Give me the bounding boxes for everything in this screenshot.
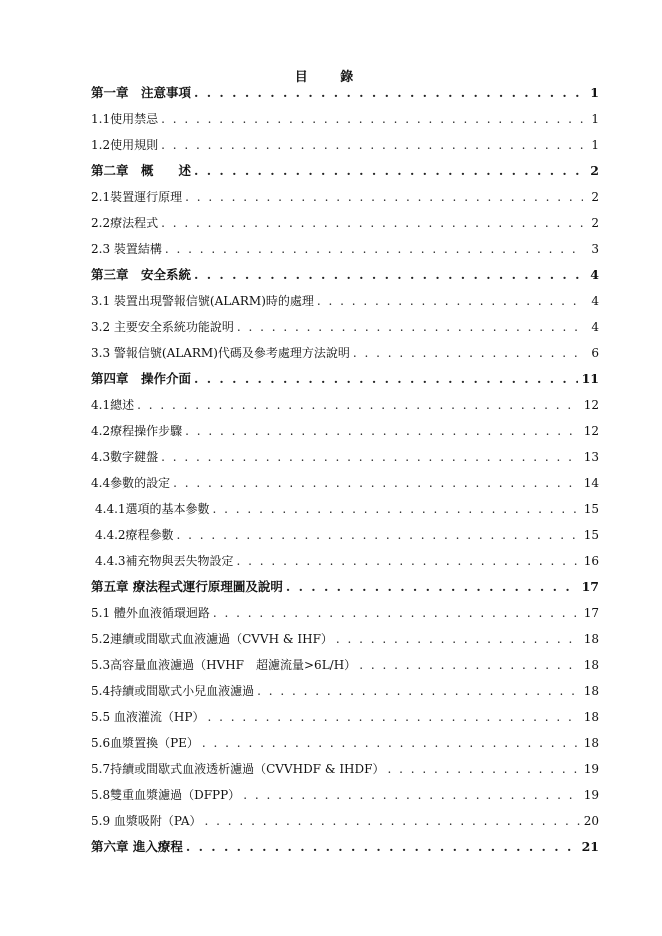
dot-leader bbox=[185, 418, 580, 444]
toc-page-number: 6 bbox=[591, 346, 599, 360]
dot-leader bbox=[177, 522, 580, 548]
toc-entry-label: 5.7持續或間歇式血液透析濾過（CVVHDF & IHDF） bbox=[91, 762, 385, 776]
dot-leader bbox=[202, 730, 580, 756]
toc-page-number: 11 bbox=[581, 371, 599, 386]
toc-page-number: 19 bbox=[583, 762, 599, 776]
toc-page-number: 12 bbox=[583, 424, 599, 438]
toc-entry-label: 5.1 體外血液循環迴路 bbox=[91, 606, 210, 620]
toc-entry-label: 4.4.1選項的基本參數 bbox=[95, 502, 210, 516]
toc-entry-label: 第四章 操作介面 bbox=[91, 371, 192, 386]
toc-section-entry[interactable] bbox=[91, 756, 599, 782]
dot-leader bbox=[161, 444, 580, 470]
toc-page-number: 4 bbox=[591, 294, 599, 308]
toc-page-number: 4 bbox=[591, 320, 599, 334]
dot-leader bbox=[194, 366, 578, 392]
dot-leader bbox=[336, 626, 580, 652]
toc-entry-label: 4.4.3補充物與丟失物設定 bbox=[95, 554, 234, 568]
toc-chapter-entry[interactable] bbox=[91, 366, 599, 392]
toc-page-number: 2 bbox=[591, 190, 599, 204]
toc-page-number: 16 bbox=[583, 554, 599, 568]
toc-entry-label: 5.6血漿置換（PE） bbox=[91, 736, 199, 750]
toc-section-entry[interactable] bbox=[91, 808, 599, 834]
toc-section-entry[interactable] bbox=[91, 210, 599, 236]
toc-page-number: 2 bbox=[590, 163, 599, 178]
dot-leader bbox=[194, 158, 583, 184]
toc-page-number: 17 bbox=[581, 579, 599, 594]
toc-entry-label: 5.8雙重血漿濾過（DFPP） bbox=[91, 788, 241, 802]
toc-entry-label: 第五章 療法程式運行原理圖及說明 bbox=[91, 579, 283, 594]
toc-entry-label: 第三章 安全系統 bbox=[91, 267, 192, 282]
dot-leader bbox=[173, 470, 580, 496]
dot-leader bbox=[185, 184, 583, 210]
toc-entry-label: 3.1 裝置出現警報信號(ALARM)時的處理 bbox=[91, 294, 314, 308]
dot-leader bbox=[359, 652, 580, 678]
toc-section-entry[interactable] bbox=[91, 522, 599, 548]
toc-entry-label: 2.2療法程式 bbox=[91, 216, 159, 230]
dot-leader bbox=[387, 756, 579, 782]
toc-chapter-entry[interactable] bbox=[91, 158, 599, 184]
dot-leader bbox=[161, 210, 583, 236]
toc-page-number: 21 bbox=[581, 839, 599, 854]
dot-leader bbox=[237, 314, 583, 340]
toc-entry-label: 1.2使用規則 bbox=[91, 138, 159, 152]
toc-entry-label: 5.5 血液灌流（HP） bbox=[91, 710, 205, 724]
dot-leader bbox=[243, 782, 580, 808]
toc-section-entry[interactable] bbox=[91, 782, 599, 808]
toc-page-number: 18 bbox=[583, 684, 599, 698]
dot-leader bbox=[353, 340, 583, 366]
toc-section-entry[interactable] bbox=[91, 314, 599, 340]
dot-leader bbox=[317, 288, 583, 314]
toc-page-number: 1 bbox=[591, 138, 599, 152]
toc-entry-label: 4.4參數的設定 bbox=[91, 476, 171, 490]
dot-leader bbox=[257, 678, 580, 704]
toc-page-number: 13 bbox=[583, 450, 599, 464]
toc-page-number: 4 bbox=[590, 267, 599, 282]
table-of-contents bbox=[91, 80, 599, 860]
toc-page-number: 15 bbox=[583, 502, 599, 516]
toc-page-number: 2 bbox=[591, 216, 599, 230]
toc-entry-label: 3.2 主要安全系統功能說明 bbox=[91, 320, 234, 334]
toc-section-entry[interactable] bbox=[91, 132, 599, 158]
toc-section-entry[interactable] bbox=[91, 600, 599, 626]
toc-page-number: 19 bbox=[583, 788, 599, 802]
toc-entry-label: 第一章 注意事項 bbox=[91, 85, 192, 100]
toc-entry-label: 第二章 概 述 bbox=[91, 163, 192, 178]
toc-page-number: 18 bbox=[583, 710, 599, 724]
toc-page-number: 20 bbox=[583, 814, 599, 828]
toc-page-number: 18 bbox=[583, 632, 599, 646]
toc-section-entry[interactable] bbox=[91, 704, 599, 730]
toc-section-entry[interactable] bbox=[91, 730, 599, 756]
toc-entry-label: 4.2療程操作步驟 bbox=[91, 424, 183, 438]
toc-page-number: 1 bbox=[590, 85, 599, 100]
dot-leader bbox=[194, 262, 583, 288]
dot-leader bbox=[213, 600, 580, 626]
dot-leader bbox=[137, 392, 580, 418]
toc-section-entry[interactable] bbox=[91, 496, 599, 522]
toc-page-number: 18 bbox=[583, 736, 599, 750]
dot-leader bbox=[237, 548, 580, 574]
toc-entry-label: 5.3高容量血液濾過（HVHF 超濾流量>6L/H） bbox=[91, 658, 357, 672]
toc-entry-label: 5.4持續或間歇式小兒血液濾過 bbox=[91, 684, 255, 698]
page-title: 目 錄 bbox=[294, 70, 368, 85]
toc-section-entry[interactable] bbox=[91, 548, 599, 574]
dot-leader bbox=[165, 236, 583, 262]
toc-chapter-entry[interactable] bbox=[91, 574, 599, 600]
toc-section-entry[interactable] bbox=[91, 444, 599, 470]
toc-section-entry[interactable] bbox=[91, 106, 599, 132]
toc-section-entry[interactable] bbox=[91, 392, 599, 418]
toc-page-number: 18 bbox=[583, 658, 599, 672]
toc-page-number: 1 bbox=[591, 112, 599, 126]
toc-section-entry[interactable] bbox=[91, 626, 599, 652]
dot-leader bbox=[161, 106, 583, 132]
toc-page-number: 12 bbox=[583, 398, 599, 412]
toc-entry-label: 第六章 進入療程 bbox=[91, 839, 183, 854]
toc-page-number: 3 bbox=[591, 242, 599, 256]
toc-section-entry[interactable] bbox=[91, 418, 599, 444]
toc-entry-label: 1.1使用禁忌 bbox=[91, 112, 159, 126]
toc-chapter-entry[interactable] bbox=[91, 80, 599, 106]
toc-section-entry[interactable] bbox=[91, 236, 599, 262]
toc-section-entry[interactable] bbox=[91, 470, 599, 496]
toc-entry-label: 3.3 警報信號(ALARM)代碼及參考處理方法說明 bbox=[91, 346, 350, 360]
toc-page-number: 17 bbox=[583, 606, 599, 620]
toc-section-entry[interactable] bbox=[91, 340, 599, 366]
dot-leader bbox=[207, 704, 579, 730]
toc-section-entry[interactable] bbox=[91, 184, 599, 210]
toc-entry-label: 2.3 裝置結構 bbox=[91, 242, 162, 256]
toc-chapter-entry[interactable] bbox=[91, 834, 599, 860]
dot-leader bbox=[161, 132, 583, 158]
toc-section-entry[interactable] bbox=[91, 652, 599, 678]
dot-leader bbox=[213, 496, 580, 522]
toc-chapter-entry[interactable] bbox=[91, 262, 599, 288]
toc-entry-label: 5.2連續或間歇式血液濾過（CVVH & IHF） bbox=[91, 632, 333, 646]
toc-entry-label: 4.1總述 bbox=[91, 398, 135, 412]
dot-leader bbox=[205, 808, 580, 834]
toc-entry-label: 4.3數字鍵盤 bbox=[91, 450, 159, 464]
toc-entry-label: 4.4.2療程參數 bbox=[95, 528, 174, 542]
toc-entry-label: 5.9 血漿吸附（PA） bbox=[91, 814, 202, 828]
toc-section-entry[interactable] bbox=[91, 288, 599, 314]
dot-leader bbox=[286, 574, 578, 600]
dot-leader bbox=[186, 834, 578, 860]
toc-section-entry[interactable] bbox=[91, 678, 599, 704]
toc-entry-label: 2.1裝置運行原理 bbox=[91, 190, 183, 204]
toc-page-number: 14 bbox=[583, 476, 599, 490]
dot-leader bbox=[194, 80, 583, 106]
toc-page-number: 15 bbox=[583, 528, 599, 542]
